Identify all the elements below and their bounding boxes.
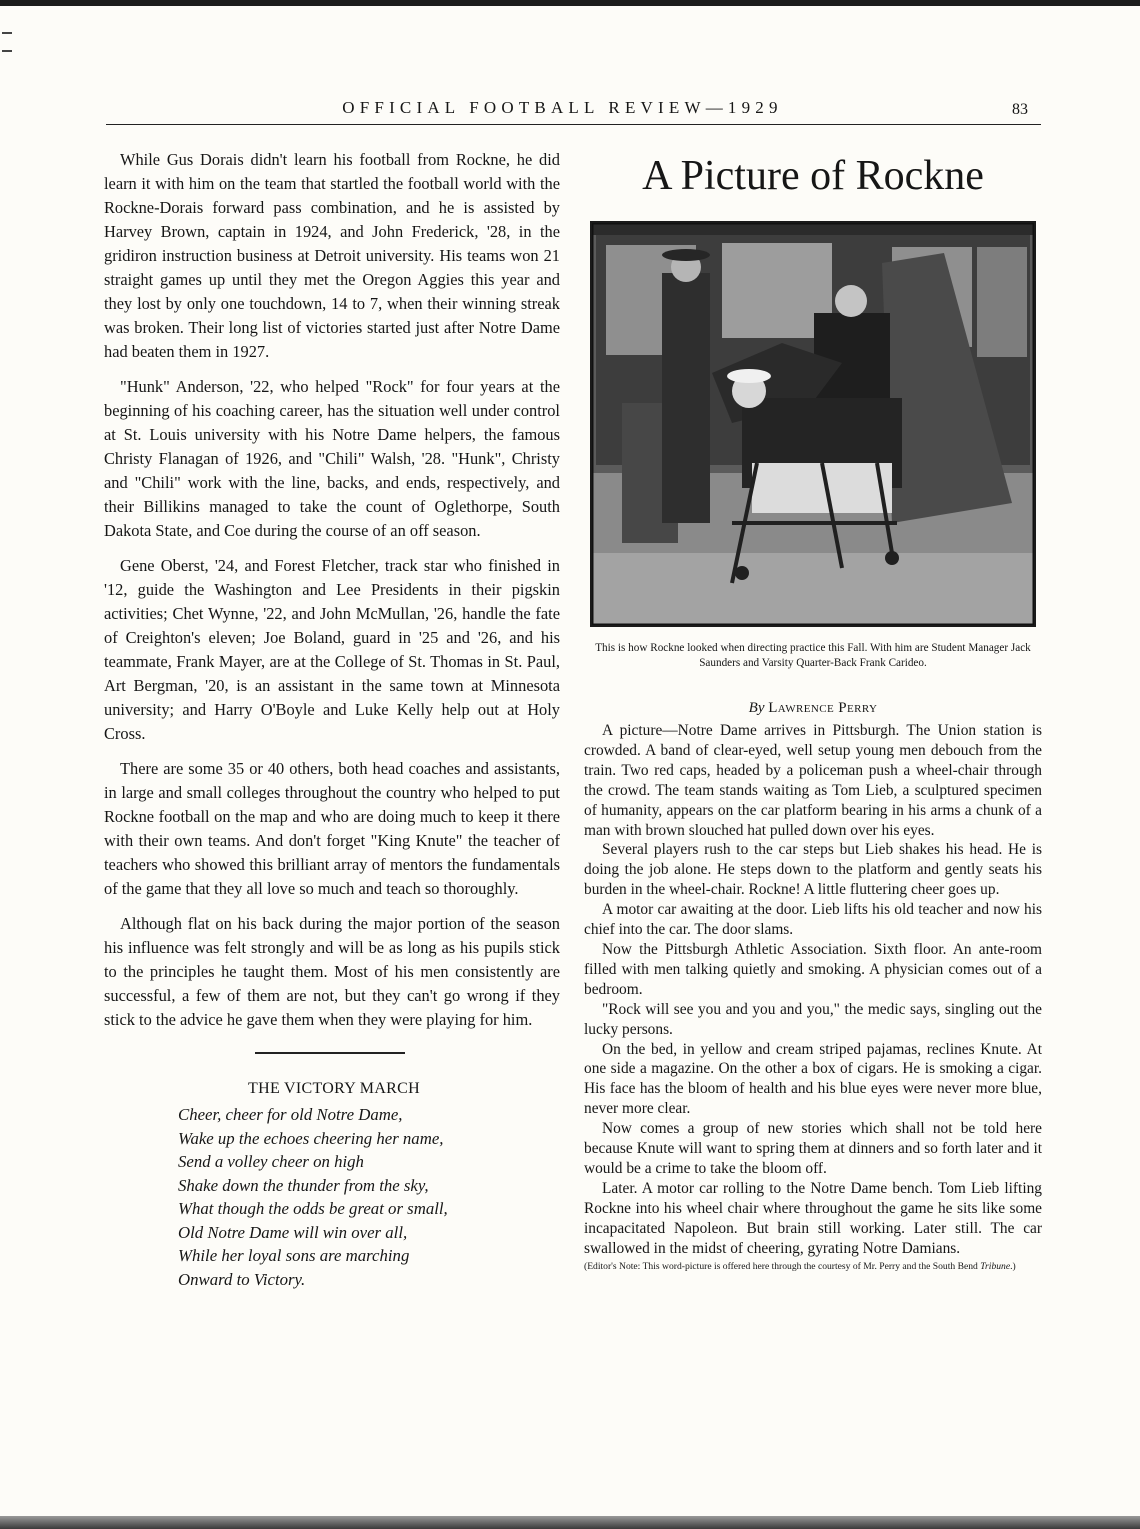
byline-author: Lawrence Perry bbox=[768, 700, 878, 716]
article-paragraph: Several players rush to the car steps but Lieb shakes his head. He is doing the job alone. He steps down to the platform and gently seats his burden in the wheel-chair. Rockne! A little fluttering cheer goes up. bbox=[584, 841, 1042, 899]
right-column bbox=[584, 148, 1042, 1273]
body-paragraph: There are some 35 or 40 others, both head coaches and assistants, in large and small colleges throughout the country who helped to put Rockne football on the map and who are doing much to keep it there with their own teams. And don't forget "King Knute" the teacher of teachers who showed this brilliant array of mentors the fundamentals of the game that they all love so much and teach so thoroughly. bbox=[104, 759, 560, 898]
poem-title: THE VICTORY MARCH bbox=[248, 1080, 420, 1097]
poem-line: Shake down the thunder from the sky, bbox=[178, 1175, 429, 1195]
article-title: A Picture of Rockne bbox=[642, 153, 984, 199]
editors-note bbox=[584, 1261, 1042, 1273]
victory-march-poem bbox=[104, 1077, 560, 1291]
article-paragraph: Later. A motor car rolling to the Notre Dame bench. Tom Lieb lifting Rockne into his wheel chair where throughout the game he sits like some incapacitated Napoleon. But brain still working. Later still. The car swallowed in the midst of cheering, gyrating Notre Damians. bbox=[584, 1179, 1042, 1257]
rockne-photo bbox=[590, 221, 1036, 627]
article-paragraph: A picture—Notre Dame arrives in Pittsburgh. The Union station is crowded. A band of clear-eyed, well setup young men debouch from the train. Two red caps, headed by a policeman push a wheel-chair through the crowd. The team stands waiting as Tom Lieb, a sculptured specimen of humanity, appears on the car platform bearing in his arms a chunk of a man with brown slouched hat pulled down over his eyes. bbox=[584, 722, 1042, 839]
photo-illustration bbox=[592, 223, 1034, 625]
article-paragraph: "Rock will see you and you and you," the medic says, singling out the lucky persons. bbox=[584, 1000, 1042, 1038]
article-body bbox=[584, 721, 1042, 1273]
poem-line: Cheer, cheer for old Notre Dame, bbox=[178, 1105, 403, 1124]
article-paragraph: A motor car awaiting at the door. Lieb lifts his old teacher and now his chief into the car. The door slams. bbox=[584, 901, 1042, 939]
left-column bbox=[104, 148, 560, 1291]
header-rule bbox=[106, 124, 1041, 125]
byline-prefix: By bbox=[748, 700, 765, 716]
page-bottom-edge bbox=[0, 1516, 1140, 1529]
poem-line: Wake up the echoes cheering her name, bbox=[178, 1128, 444, 1148]
editors-note-end: .) bbox=[1010, 1261, 1016, 1273]
poem-line: Old Notre Dame will win over all, bbox=[178, 1222, 408, 1242]
body-paragraph: Although flat on his back during the major portion of the season his influence was felt strongly and will be as long as his pupils stick to the principles he taught them. Most of his men consistently are successful, a few of them are not, but they can't go wrong if they stick to the advice he gave them when they were playing for him. bbox=[104, 914, 560, 1029]
editors-note-paper: Tribune bbox=[980, 1261, 1011, 1273]
poem-line: Onward to Victory. bbox=[178, 1269, 306, 1289]
poem-line: While her loyal sons are marching bbox=[178, 1246, 410, 1265]
photo-caption: This is how Rockne looked when directing practice this Fall. With him are Student Manager Jack Saunders and Varsity Quarter-Back Frank Carideo. bbox=[595, 642, 1031, 669]
editors-note-text: (Editor's Note: This word-picture is offered here through the courtesy of Mr. Perry and the South Bend bbox=[584, 1261, 978, 1273]
body-paragraph: While Gus Dorais didn't learn his football from Rockne, he did learn it with him on the team that startled the football world with the Rockne-Dorais forward pass combination, and he is assisted by Harvey Brown, captain in 1924, and John Frederick, '28, in the gridiron instruction business at Detroit university. His teams won 21 straight games up until they met the Oregon Aggies this year and they lost by only one touchdown, 14 to 7, when their winning streak was broken. Their long list of victories started just after Notre Dame had beaten them in 1927. bbox=[104, 150, 560, 361]
byline bbox=[584, 700, 1042, 717]
margin-mark bbox=[2, 32, 12, 34]
section-divider bbox=[255, 1052, 405, 1054]
body-paragraph: "Hunk" Anderson, '22, who helped "Rock" for four years at the beginning of his coaching career, has the situation well under control at St. Louis university with his Notre Dame helpers, the famous Christy Flanagan of 1926, and "Chili" Walsh, '28. "Hunk", Christy and "Chili" work with the line, backs, and ends, respectively, and their Billikins managed to take the count of Oglethorpe, South Dakota State, and Coe during the course of an off season. bbox=[104, 377, 560, 540]
article-paragraph: Now the Pittsburgh Athletic Association. Sixth floor. An ante-room filled with men talking quietly and smoking. A physician comes out of a bedroom. bbox=[584, 940, 1042, 998]
body-paragraph: Gene Oberst, '24, and Forest Fletcher, track star who finished in '12, guide the Washington and Lee Presidents in their pigskin activities; Chet Wynne, '22, and John McMullan, '26, handle the fate of Creighton's eleven; Joe Boland, guard in '25 and '26, and his teammate, Frank Mayer, are at the College of St. Thomas in St. Paul, Art Bergman, '20, is an assistant in the same town at Minnesota university; and Harry O'Boyle and Luke Kelly help out at Holy Cross. bbox=[104, 556, 560, 743]
poem-line: What though the odds be great or small, bbox=[178, 1199, 448, 1218]
running-header: OFFICIAL FOOTBALL REVIEW—1929 bbox=[342, 98, 783, 117]
page-number: 83 bbox=[1012, 101, 1028, 118]
poem-line: Send a volley cheer on high bbox=[178, 1152, 364, 1171]
page-top-edge bbox=[0, 0, 1140, 6]
article-paragraph: Now comes a group of new stories which shall not be told here because Knute will want to spring them at dinners and so forth later and it would be a crime to take the bloom off. bbox=[584, 1120, 1042, 1177]
margin-mark bbox=[2, 50, 12, 52]
article-paragraph: On the bed, in yellow and cream striped pajamas, reclines Knute. At one side a magazine. On the other a box of cigars. He is smoking a cigar. His face has the bloom of health and his blue eyes were never more blue, never more clear. bbox=[584, 1040, 1042, 1118]
